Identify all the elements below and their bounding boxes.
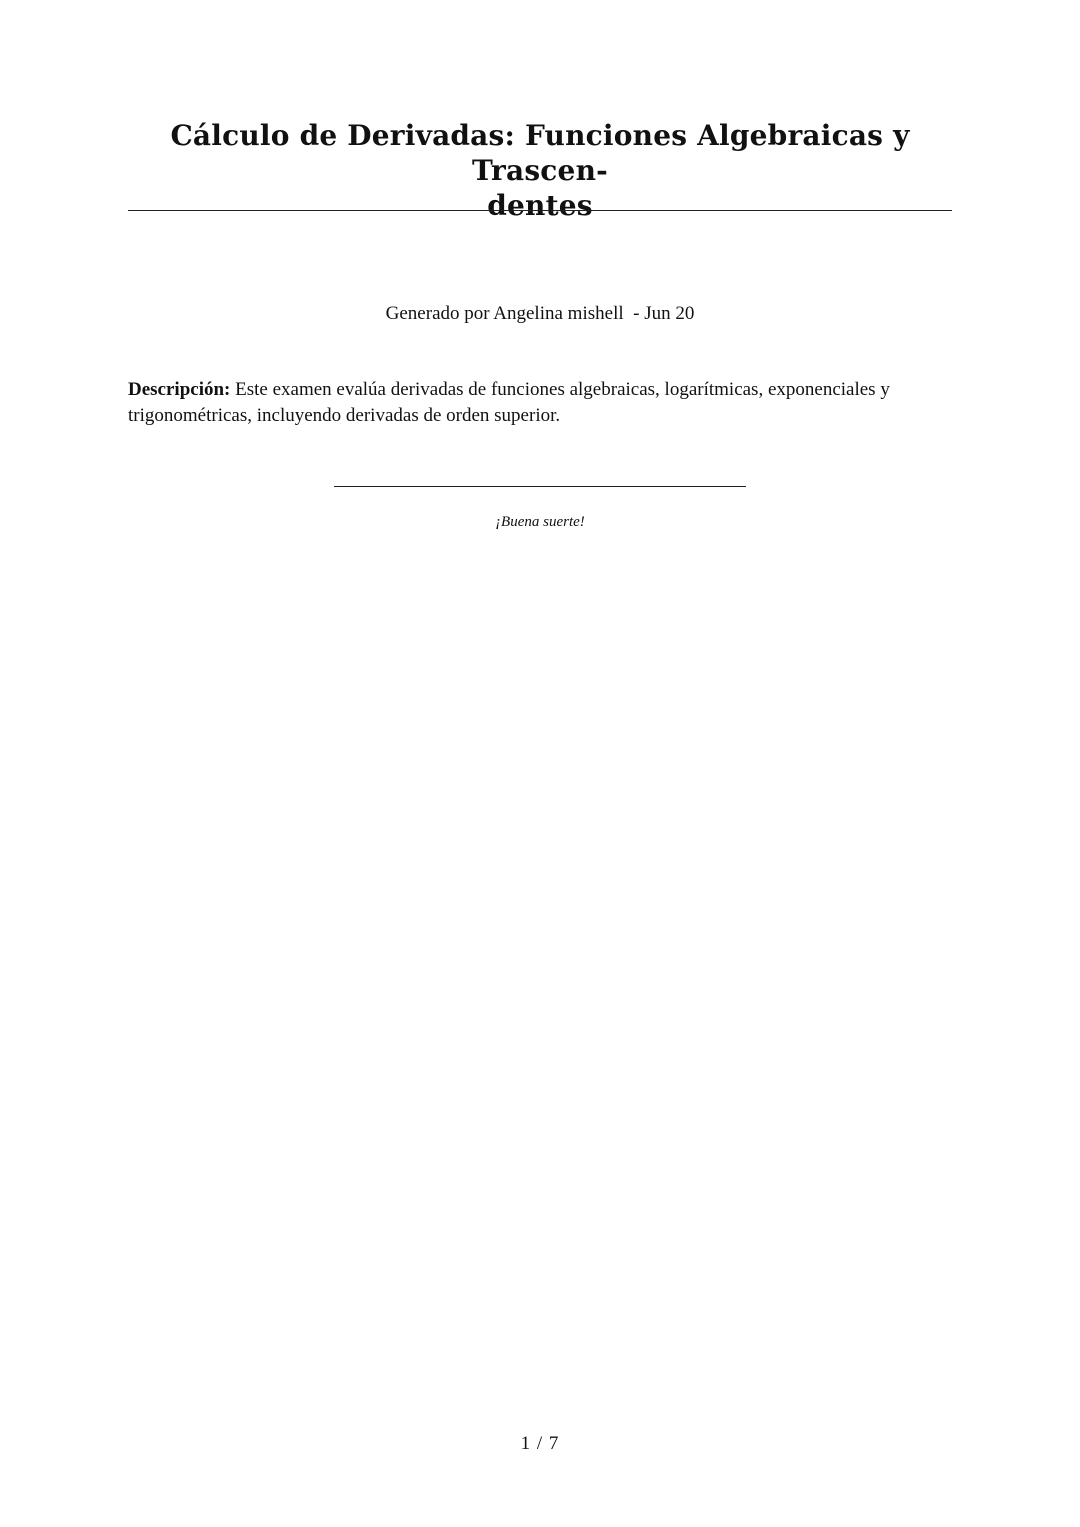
section-divider (334, 486, 746, 487)
description-label: Descripción: (128, 379, 231, 400)
description-text: Este examen evalúa derivadas de funciones algebraicas, logarítmicas, exponenciales y trigonométricas, incluyendo derivadas de orden superior. (128, 379, 890, 426)
page-number: 1 / 7 (520, 1433, 560, 1454)
description-paragraph (128, 377, 954, 429)
title-line-1: Cálculo de Derivadas: Funciones Algebraicas y Trascen- (170, 119, 910, 187)
title-divider (128, 210, 952, 211)
document-title (128, 118, 952, 223)
good-luck-note: ¡Buena suerte! (495, 514, 585, 530)
author-date-line: Generado por Angelina mishell - Jun 20 (385, 303, 695, 324)
title-line-2: dentes (487, 189, 593, 222)
